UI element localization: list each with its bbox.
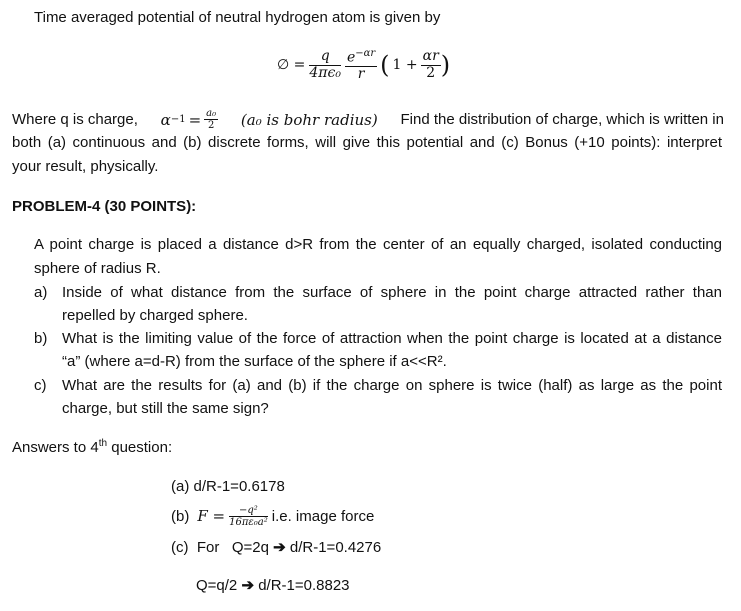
answer-b-den: 16πε₀a² [229,516,268,528]
item-c-line-1: What are the results for (a) and (b) if the charge on sphere is twice (half) as large as the point [62,377,722,394]
alpha-fraction [204,108,218,131]
formula-two: 2 [426,64,436,81]
where-start: Where q is charge, [12,111,138,128]
where-line-3: your result, physically. [12,158,159,175]
item-b-marker: b) [34,330,48,347]
item-b-line-1: What is the limiting value of the force of attraction when the point charge is located at a distance [62,330,722,347]
formula-exp: $e^{-\alpha r}$ [346,47,376,66]
item-a-line-2: repelled by charged sphere. [62,307,248,324]
answer-b-text: i.e. image force [271,507,375,525]
arrow-icon: ➔ [273,539,286,556]
formula-lhs: ∅ = [277,57,306,73]
answer-b-label: (b) [171,507,190,525]
answer-c [171,538,381,556]
problem4-heading: PROBLEM-4 (30 POINTS): [12,198,197,215]
answer-c-result: d/R-1=0.4276 [289,539,382,556]
where-rest: Find the distribution of charge, which is written in [400,111,724,128]
formula-exp-sup: −αr [355,47,376,59]
alpha-two: 2 [207,120,215,131]
where-paren-text: (a₀ is bohr radius) [240,110,378,129]
where-line-2: both (a) continuous and (b) discrete forms, will give this potential and (c) Bonus (+10 points): interpret [12,134,722,151]
alpha-inv-sup: −1 [170,114,186,125]
answer-b-fraction [229,505,268,528]
formula-fraction-ar [421,49,441,81]
answer-b-num: −q² [229,505,268,517]
answer-b [171,496,374,536]
where-line-1 [12,108,724,131]
formula-fraction-q [309,49,341,81]
formula-q: q [309,49,341,65]
formula-ar: αr [422,48,439,65]
answer-d-text: Q=q/2 [196,577,238,594]
formula-fraction-exp [345,48,377,82]
answers-heading-sup: th [98,438,108,449]
intro-text: Time averaged potential of neutral hydrogen atom is given by [34,9,441,26]
formula-r: r [357,65,365,82]
formula-paren-open: ( [380,51,390,79]
item-c-line-2: charge, but still the same sign? [62,400,269,417]
answer-d-result: d/R-1=0.8823 [258,577,350,594]
formula-4pieps: 4πϵ₀ [309,64,341,81]
formula-paren-close: ) [440,51,451,79]
formula-one-plus: 1 + [392,57,418,73]
item-a-line-1: Inside of what distance from the surface of sphere in the point charge attracted rather than [62,284,722,301]
item-c-marker: c) [34,377,47,394]
item-a-marker: a) [34,284,48,301]
item-b-line-2: “a” (where a=d-R) from the surface of the sphere if a<<R². [62,353,447,370]
problem4-para-line-1: A point charge is placed a distance d>R from the center of an equally charged, isolated conducting [34,236,722,253]
alpha-eq: = [188,110,202,129]
problem4-para-line-2: sphere of radius R. [34,260,161,277]
alpha-symbol: α [160,110,171,129]
potential-formula [277,40,450,90]
answers-heading: Answers to 4th question: [12,438,173,456]
answer-d [196,576,350,594]
alpha-definition [161,108,218,131]
alpha-a0: a₀ [206,108,217,119]
answer-c-text: (c) For Q=2q [171,539,269,556]
answer-a: (a) d/R-1=0.6178 [171,478,285,495]
arrow-icon: ➔ [241,577,255,594]
answer-b-F: F = [197,507,226,525]
